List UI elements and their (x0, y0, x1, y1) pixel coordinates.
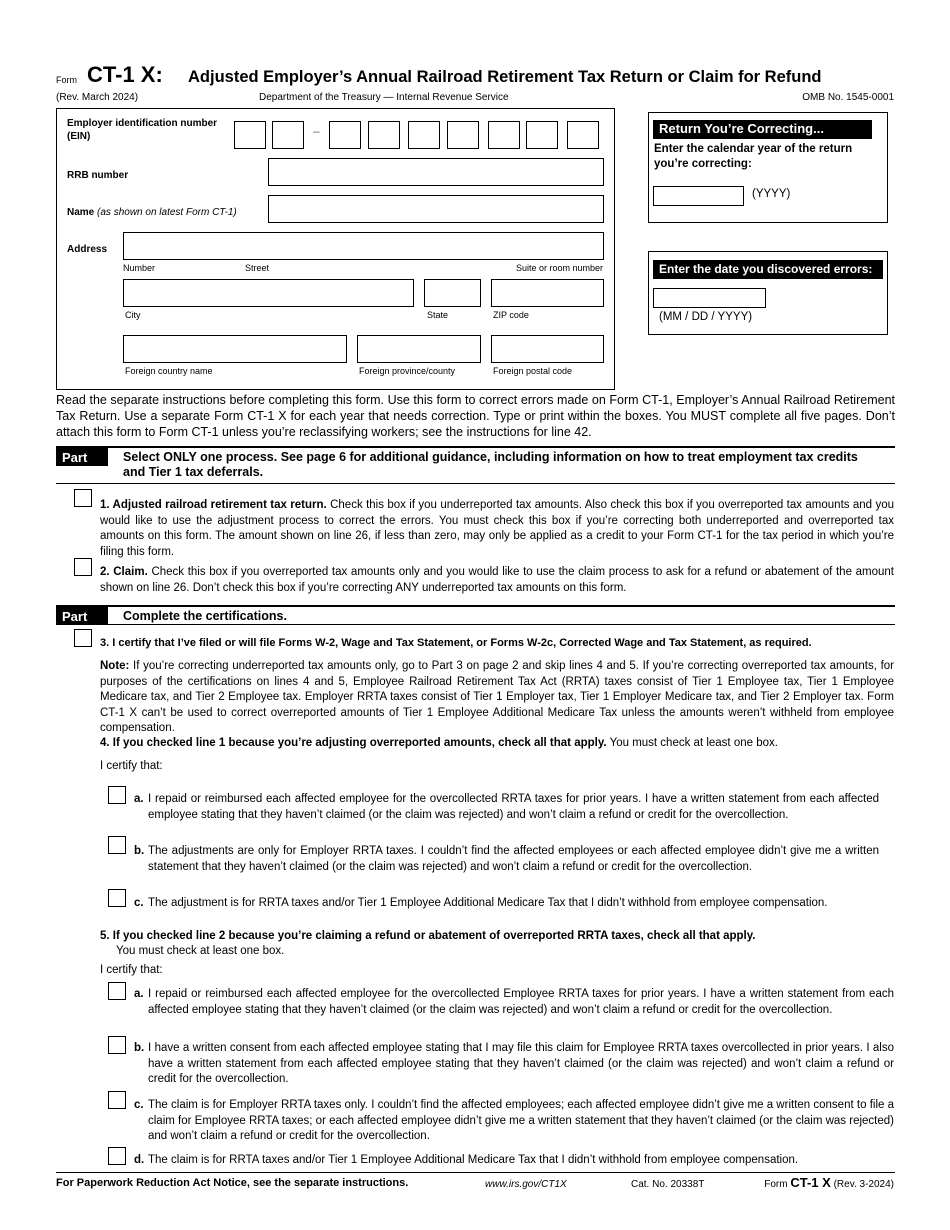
footer-rule (56, 1172, 895, 1173)
line4c-text: The adjustment is for RRTA taxes and/or Tier 1 Employee Additional Medicare Tax that I didn’t withhold from employee compensation. (148, 897, 828, 909)
line5a-text: I repaid or reimbursed each affected employee for the overcollected Employee RRTA taxes for prior years. I have a written statement from each affected employee stating that they haven’t claimed (or the claim was rejected) and won’t claim a refund or credit for the overcollection. (148, 988, 894, 1016)
zip-label: ZIP code (493, 310, 529, 320)
address-label: Address (67, 244, 108, 255)
line2-title: 2. Claim. (100, 566, 148, 578)
line5c-checkbox[interactable] (108, 1091, 126, 1109)
part1-label: Part 1: (56, 448, 108, 466)
omb-number: OMB No. 1545-0001 (802, 92, 894, 103)
line5a-checkbox[interactable] (108, 982, 126, 1000)
ein-digit-1[interactable] (234, 121, 266, 149)
discovered-heading: Enter the date you discovered errors: (653, 260, 883, 279)
line1-description: Check this box if you underreported tax amounts. Also check this box if you overreported tax amounts and you would like to use the adjustment process to correct the errors. You must check this box if you’re correcting both underreported and overreported tax amounts on this form. The amount shown on line 26, if less than zero, may only be applied as a credit to your Form CT-1 for the tax period in which you’re filing this form. (100, 499, 894, 558)
city-input[interactable] (123, 279, 414, 307)
correcting-heading: Return You’re Correcting... (653, 120, 872, 139)
ein-digit-9[interactable] (567, 121, 599, 149)
part1-header (56, 446, 895, 484)
line4c-checkbox[interactable] (108, 889, 126, 907)
ein-digit-2[interactable] (272, 121, 304, 149)
name-label-note: (as shown on latest Form CT-1) (97, 207, 237, 218)
line3-text: 3. I certify that I’ve filed or will file Forms W-2, Wage and Tax Statement, or Forms W-2c, Corrected Wage and Tax Statement, as required. (100, 637, 812, 649)
number-label: Number (123, 263, 156, 273)
department: Department of the Treasury — Internal Revenue Service (259, 92, 509, 103)
footer-form-word: Form (764, 1179, 788, 1190)
part2-header (56, 605, 895, 639)
ein-sub-label: (EIN) (67, 131, 91, 142)
line5-description: You must check at least one box. (116, 945, 285, 957)
line4b-checkbox[interactable] (108, 836, 126, 854)
line2-checkbox[interactable] (74, 558, 92, 576)
line5d-checkbox[interactable] (108, 1147, 126, 1165)
discovered-date-input[interactable] (653, 288, 766, 308)
line4a-checkbox[interactable] (108, 786, 126, 804)
line4b-text: The adjustments are only for Employer RRTA taxes. I couldn’t find the affected employees or each affected employee didn’t give me a written statement that they haven’t claimed (or the claim was rejected) and won’t claim a refund or credit for the overcollection. (148, 845, 879, 873)
ein-dash: – (313, 124, 320, 138)
catalog-number: Cat. No. 20338T (631, 1179, 705, 1190)
line4a-text: I repaid or reimbursed each affected employee for the overcollected RRTA taxes for prior years. I have a written statement from each affected employee stating that they haven’t claimed (or the claim was rejected) and won’t claim a refund or credit for the overcollection. (148, 793, 879, 821)
name-input[interactable] (268, 195, 604, 223)
line3-checkbox[interactable] (74, 629, 92, 647)
footer-form-code: CT-1 X (790, 1175, 831, 1190)
line5d-text: The claim is for RRTA taxes and/or Tier 1 Employee Additional Medicare Tax that I didn’t withhold from employee compensation. (148, 1154, 799, 1166)
discovered-date-format: (MM / DD / YYYY) (659, 311, 753, 323)
line2-description: Check this box if you overreported tax amounts only and you would like to use the claim process to ask for a refund or abatement of the amount shown on line 26. Don’t check this box if you’re correcting ANY underreported tax amounts on this form. (100, 566, 894, 594)
rrb-number-input[interactable] (268, 158, 604, 186)
note-body: If you’re correcting underreported tax amounts only, go to Part 3 on page 2 and skip lines 4 and 5. If you’re correcting overreported tax amounts, for purposes of the certifications on lines 4 and 5, Employee Railroad Retirement Tax Act (RRTA) taxes consist of Tier 1 Employee tax, Tier 1 Employee Medicare tax, and Tier 2 Employee tax. Employer RRTA taxes consist of Tier 1 Employer tax, Tier 1 Employer Medicare tax, and Tier 2 Employer tax. Form CT-1 X can’t be used to correct overreported amounts of Tier 1 Employee Additional Medicare Tax unless the amounts weren’t withheld from employee compensation. (100, 660, 894, 735)
ein-digit-6[interactable] (447, 121, 479, 149)
name-label-text: Name (67, 207, 95, 218)
name-label (67, 207, 237, 218)
ein-label: Employer identification number (67, 118, 218, 129)
paperwork-notice: For Paperwork Reduction Act Notice, see the separate instructions. (56, 1177, 409, 1189)
form-title: Adjusted Employer’s Annual Railroad Retirement Tax Return or Claim for Refund (188, 68, 822, 86)
revision-date: (Rev. March 2024) (56, 92, 139, 103)
line5d-label: d. (134, 1154, 145, 1166)
line4-text (100, 736, 894, 752)
state-input[interactable] (424, 279, 481, 307)
part1-heading: Select ONLY one process. See page 6 for additional guidance, including information on how to treat employment tax credits and Tier 1 tax deferrals. (123, 450, 858, 479)
state-label: State (427, 310, 449, 320)
form-code: CT-1 X: (87, 62, 163, 87)
foreign-province-input[interactable] (357, 335, 481, 363)
correcting-instruction: Enter the calendar year of the return you’re correcting: (654, 143, 853, 170)
line5-certify: I certify that: (100, 964, 163, 976)
footer-form-id (764, 1175, 894, 1190)
zip-input[interactable] (491, 279, 604, 307)
correcting-year-format: (YYYY) (752, 188, 791, 200)
part2-heading: Complete the certifications. (123, 609, 287, 623)
ein-digit-4[interactable] (368, 121, 400, 149)
footer-url[interactable]: www.irs.gov/CT1X (485, 1179, 567, 1190)
note-text (100, 659, 894, 737)
line5c-label: c. (134, 1099, 144, 1111)
note-label: Note: (100, 660, 130, 672)
line5-title: 5. If you checked line 2 because you’re claiming a refund or abatement of overreported RRTA taxes, check all that apply. (100, 930, 756, 942)
line4c-label: c. (134, 897, 144, 909)
line1-title: 1. Adjusted railroad retirement tax return. (100, 499, 327, 511)
foreign-province-label: Foreign province/county (359, 366, 456, 376)
foreign-postal-input[interactable] (491, 335, 604, 363)
line5b-text: I have a written consent from each affected employee stating that I may file this claim for Employee RRTA taxes overcollected in prior years. I also have a written statement from each affected employee stating that they haven’t claimed (or the claim was rejected) and won’t claim a refund or credit for the overcollection. (148, 1042, 894, 1086)
foreign-postal-label: Foreign postal code (493, 366, 573, 376)
line4-description: You must check at least one box. (609, 737, 778, 749)
line1-checkbox[interactable] (74, 489, 92, 507)
intro-text: Read the separate instructions before completing this form. Use this form to correct errors made on Form CT-1, Employer’s Annual Railroad Retirement Tax Return. Use a separate Form CT-1 X for each year that needs correction. Type or print within the boxes. You MUST complete all five pages. Don’t attach this form to Form CT-1 unless you’re reclassifying workers; see the instructions for line 42. (56, 393, 895, 439)
ein-digit-7[interactable] (488, 121, 520, 149)
part2-label: Part 2: (56, 607, 108, 624)
line2-text (100, 565, 894, 596)
ein-digit-3[interactable] (329, 121, 361, 149)
ein-digit-8[interactable] (526, 121, 558, 149)
foreign-country-input[interactable] (123, 335, 347, 363)
line5a-label: a. (134, 988, 144, 1000)
line4-certify: I certify that: (100, 760, 163, 772)
line4a-label: a. (134, 793, 144, 805)
line5c-text: The claim is for Employer RRTA taxes only. I couldn’t find the affected employees; each affected employee didn’t give me a written consent to file a claim for Employee RRTA taxes; or each affected employee didn’t give me a written statement that they haven’t claimed (or the claim was rejected) and won’t claim a refund or credit for the overcollection. (148, 1099, 894, 1143)
street-label: Street (245, 263, 270, 273)
suite-label: Suite or room number (515, 263, 603, 273)
street-address-input[interactable] (123, 232, 604, 260)
line1-text (100, 498, 894, 560)
foreign-country-label: Foreign country name (125, 366, 213, 376)
line5b-label: b. (134, 1042, 145, 1054)
ein-digit-5[interactable] (408, 121, 440, 149)
line4b-label: b. (134, 845, 145, 857)
correcting-year-input[interactable] (653, 186, 744, 206)
form-word: Form (56, 75, 77, 85)
line5b-checkbox[interactable] (108, 1036, 126, 1054)
line4-title: 4. If you checked line 1 because you’re adjusting overreported amounts, check all that apply. (100, 737, 607, 749)
city-label: City (125, 310, 141, 320)
footer-rev: (Rev. 3-2024) (833, 1179, 894, 1190)
rrb-label: RRB number (67, 170, 129, 181)
